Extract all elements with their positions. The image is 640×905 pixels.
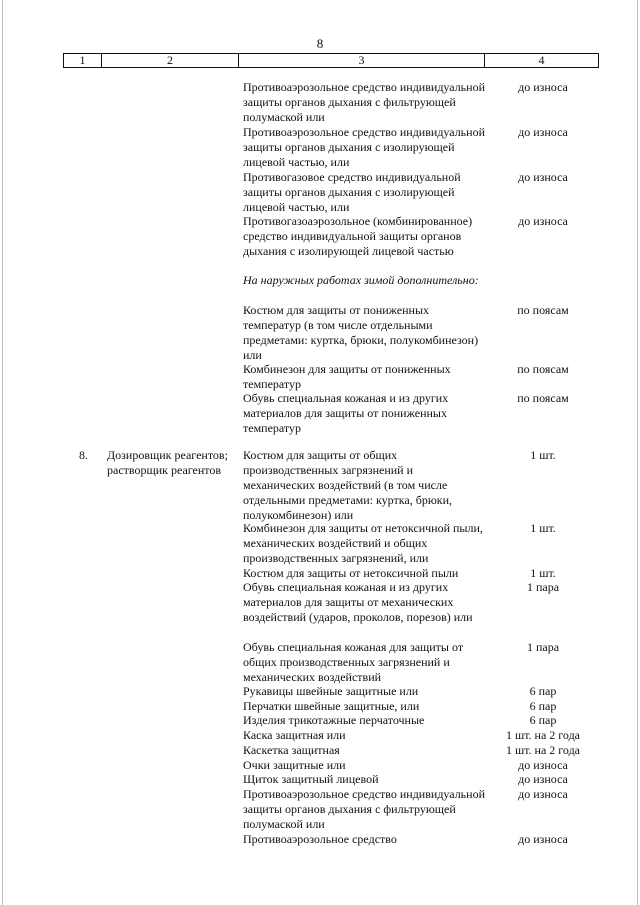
ppe-item-name: Каскетка защитная [243, 743, 340, 757]
ppe-item-name: Обувь специальная кожаная и из других материалов для защиты от механических воздействий (ударов, проколов, порезов) или [243, 580, 473, 624]
header-col-1: 1 [64, 54, 102, 67]
ppe-item-name: Обувь специальная кожаная и из других материалов для защиты от пониженных температур [243, 391, 449, 435]
ppe-item-name: Щиток защитный лицевой [243, 772, 379, 786]
ppe-item-norm: 1 пара [526, 640, 560, 654]
position-number: 8. [79, 448, 88, 462]
ppe-item-norm: 1 шт. [530, 448, 556, 462]
ppe-item-norm: до износа [518, 170, 568, 184]
ppe-item-norm: до износа [518, 214, 568, 228]
ppe-item-name: Костюм для защиты от пониженных температур (в том числе отдельными предметами: куртка, брюки, полукомбинезон) или [243, 303, 479, 362]
ppe-item-name: На наружных работах зимой дополнительно: [243, 273, 479, 287]
page-number: 8 [316, 36, 324, 51]
ppe-item-name: Противоаэрозольное средство индивидуальной защиты органов дыхания с изолирующей лицевой частью, или [243, 125, 485, 169]
ppe-item-norm: до износа [518, 832, 568, 846]
ppe-item-norm: 1 пара [526, 580, 560, 594]
ppe-item-norm: 1 шт. на 2 года [505, 743, 581, 757]
page-right-edge [637, 0, 638, 905]
ppe-item-norm: 6 пар [529, 699, 557, 713]
ppe-item-norm: по поясам [517, 362, 569, 376]
table-header [63, 53, 599, 68]
ppe-item-name: Очки защитные или [243, 758, 346, 772]
ppe-item-norm: до износа [518, 758, 568, 772]
ppe-item-name: Комбинезон для защиты от пониженных температур [243, 362, 451, 391]
header-col-2: 2 [102, 54, 239, 67]
ppe-item-norm: до износа [518, 772, 568, 786]
ppe-item-name: Противоаэрозольное средство [243, 832, 397, 846]
ppe-item-norm: 1 шт. на 2 года [505, 728, 581, 742]
ppe-item-norm: до износа [518, 80, 568, 94]
ppe-item-name: Костюм для защиты от общих производственных загрязнений и механических воздействий (в том числе отдельными предметами: куртка, брюки, полукомбинезон) или [243, 448, 453, 522]
ppe-item-name: Комбинезон для защиты от нетоксичной пыли, механических воздействий и общих производственных загрязнений, или [243, 521, 483, 565]
header-col-4: 4 [538, 53, 545, 67]
ppe-item-name: Изделия трикотажные перчаточные [243, 713, 425, 727]
ppe-item-norm: 1 шт. [530, 521, 556, 535]
position-title: Дозировщик реагентов; растворщик реагентов [107, 448, 228, 477]
ppe-item-norm: 6 пар [529, 684, 557, 698]
ppe-item-name: Каска защитная или [243, 728, 346, 742]
header-col-3: 3 [239, 54, 485, 67]
ppe-item-norm: до износа [518, 787, 568, 801]
ppe-item-name: Обувь специальная кожаная для защиты от общих производственных загрязнений и механических воздействий [243, 640, 464, 684]
ppe-item-norm: по поясам [517, 391, 569, 405]
ppe-item-name: Противогазоаэрозольное (комбинированное) средство индивидуальной защиты органов дыхания с изолирующей лицевой частью [243, 214, 473, 258]
ppe-item-name: Рукавицы швейные защитные или [243, 684, 419, 698]
ppe-item-name: Костюм для защиты от нетоксичной пыли [243, 566, 459, 580]
ppe-item-norm: 1 шт. [530, 566, 556, 580]
ppe-item-name: Противоаэрозольное средство индивидуальной защиты органов дыхания с фильтрующей полумаской или [243, 80, 485, 124]
ppe-item-name: Противоаэрозольное средство индивидуальной защиты органов дыхания с фильтрующей полумаской или [243, 787, 485, 831]
page-left-edge [2, 0, 3, 905]
ppe-item-norm: до износа [518, 125, 568, 139]
ppe-item-name: Перчатки швейные защитные, или [243, 699, 420, 713]
ppe-item-norm: по поясам [517, 303, 569, 317]
ppe-item-norm: 6 пар [529, 713, 557, 727]
ppe-item-name: Противогазовое средство индивидуальной защиты органов дыхания с изолирующей лицевой частью, или [243, 170, 461, 214]
